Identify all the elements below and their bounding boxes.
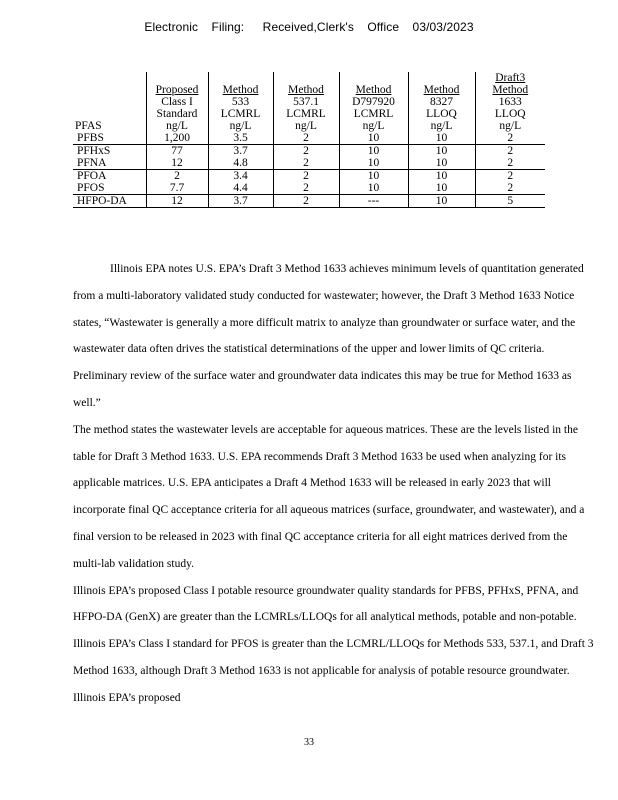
- header-line: D797920: [352, 96, 395, 108]
- table-row: [73, 195, 545, 208]
- column-header-proposed-class-i: [146, 72, 208, 132]
- table-row: [73, 132, 545, 145]
- row-label: PFNA: [77, 157, 107, 169]
- column-header-method-533: [208, 72, 273, 132]
- table-cell: 10: [339, 132, 408, 145]
- column-header-pfas: PFAS: [75, 120, 102, 132]
- header-line: Method: [288, 84, 324, 96]
- table-cell: 2: [146, 170, 208, 183]
- table-cell: 12: [146, 195, 208, 208]
- table-cell: 10: [339, 157, 408, 170]
- paragraph-method-1633-notice: Illinois EPA notes U.S. EPA’s Draft 3 Method 1633 achieves minimum levels of quantitation generated from a multi-laboratory validated study conducted for wastewater; however, the Draft 3 Method 1633 Notice states, “Wastewater is generally a more difficult matrix to analyze than groundwater or surface water, and the wastewater data often drives the statistical determinations of the upper and lower limits of QC criteria. Preliminary review of the surface water and groundwater data indicates this may be true for Method 1633 as well.”: [73, 263, 584, 409]
- table-cell: 1,200: [146, 132, 208, 145]
- table-row: [73, 182, 545, 195]
- header-line: Method: [492, 84, 529, 96]
- header-line: LCMRL: [286, 108, 326, 120]
- column-header-method-537-1: [273, 72, 339, 132]
- header-line: Class I: [161, 96, 193, 108]
- table-cell: 2: [475, 132, 545, 145]
- table-cell: 10: [408, 145, 475, 158]
- table-cell: 2: [273, 157, 339, 170]
- header-line: 8327: [430, 96, 453, 108]
- table-cell: 2: [273, 145, 339, 158]
- table-cell: 4.4: [208, 182, 273, 195]
- header-line: 1633: [498, 96, 522, 108]
- header-line: Proposed: [155, 84, 199, 96]
- table-row: [73, 170, 545, 183]
- table-cell: 10: [339, 182, 408, 195]
- table-cell: 77: [146, 145, 208, 158]
- row-label: PFBS: [77, 132, 104, 144]
- header-office: Office: [367, 20, 400, 34]
- header-filing: Filing:: [211, 20, 245, 34]
- table-cell: 2: [475, 170, 545, 183]
- header-line: LCMRL: [353, 108, 394, 120]
- header-line: 533: [231, 96, 250, 108]
- header-line: Method: [355, 84, 392, 96]
- table-cell: 2: [273, 195, 339, 208]
- row-label: HFPO-DA: [73, 195, 146, 208]
- header-line: Standard: [156, 108, 198, 120]
- table-cell: ---: [339, 195, 408, 208]
- header-line: ng/L: [430, 120, 453, 132]
- header-line: LLOQ: [426, 108, 457, 120]
- header-received: Received,Clerk's: [262, 20, 354, 34]
- table-cell: 3.7: [208, 145, 273, 158]
- table-cell: 3.4: [208, 170, 273, 183]
- header-line: 537.1: [293, 96, 319, 108]
- table-cell: 5: [475, 195, 545, 208]
- page-number: 33: [304, 737, 314, 748]
- header-line: ng/L: [362, 120, 385, 132]
- row-label: PFOA: [73, 170, 146, 183]
- table-header-row: [73, 72, 545, 132]
- header-line: Method: [423, 84, 460, 96]
- table-cell: 2: [273, 170, 339, 183]
- header-line: Draft3: [495, 72, 526, 84]
- table-cell: 3.7: [208, 195, 273, 208]
- column-header-draft3-method-1633: [475, 72, 545, 132]
- table-cell: 2: [475, 157, 545, 170]
- header-line: LLOQ: [494, 108, 526, 120]
- table-cell: 3.5: [208, 132, 273, 145]
- table-row: [73, 145, 545, 158]
- table-cell: 4.8: [208, 157, 273, 170]
- table-cell: 12: [146, 157, 208, 170]
- column-header-method-d797920: [339, 72, 408, 132]
- table-row: [73, 157, 545, 170]
- header-line: Method: [222, 84, 259, 96]
- filing-header: [0, 20, 618, 34]
- table-cell: 2: [273, 182, 339, 195]
- header-line: ng/L: [295, 120, 317, 132]
- paragraph-class-i-standards: Illinois EPA’s proposed Class I potable resource groundwater quality standards for PFBS, PFHxS, PFNA, and HFPO-DA (GenX) are greater than the LCMRLs/LLOQs for all analytical methods, potable and non-potable. Illinois EPA’s Class I standard for PFOS is greater than the LCMRL/LLOQs for Methods 533, 537.1, and Draft 3 Method 1633, although Draft 3 Method 1633 is not applicable for analysis of potable resource groundwater. Illinois EPA’s proposed: [73, 584, 594, 704]
- table-cell: 10: [408, 170, 475, 183]
- table-cell: 10: [408, 195, 475, 208]
- row-label: PFOS: [77, 182, 105, 194]
- paragraph-wastewater-levels: The method states the wastewater levels are acceptable for aqueous matrices. These are the levels listed in the table for Draft 3 Method 1633. U.S. EPA recommends Draft 3 Method 1633 be used when analyzing for its applicable matrices. U.S. EPA anticipates a Draft 4 Method 1633 will be released in early 2023 that will incorporate final QC acceptance criteria for all aqueous matrices (surface, groundwater, and wastewater), and a final version to be released in 2023 with final QC acceptance criteria for all eight matrices derived from the multi-lab validation study.: [73, 423, 585, 570]
- table-cell: 7.7: [146, 182, 208, 195]
- table-cell: 10: [339, 170, 408, 183]
- row-label: PFHxS: [73, 145, 146, 158]
- table-cell: 2: [273, 132, 339, 145]
- header-date: 03/03/2023: [412, 20, 474, 34]
- table-cell: 10: [408, 132, 475, 145]
- table-cell: 10: [339, 145, 408, 158]
- header-electronic: Electronic: [144, 20, 199, 34]
- table-cell: 2: [475, 145, 545, 158]
- table-cell: 2: [475, 182, 545, 195]
- header-line: ng/L: [166, 120, 188, 132]
- table-cell: 10: [408, 182, 475, 195]
- pfas-methods-table: [73, 72, 545, 208]
- table-cell: 10: [408, 157, 475, 170]
- header-line: ng/L: [499, 120, 522, 132]
- header-line: LCMRL: [220, 108, 261, 120]
- column-header-method-8327: [408, 72, 475, 132]
- body-text: [73, 256, 598, 712]
- header-line: ng/L: [229, 120, 252, 132]
